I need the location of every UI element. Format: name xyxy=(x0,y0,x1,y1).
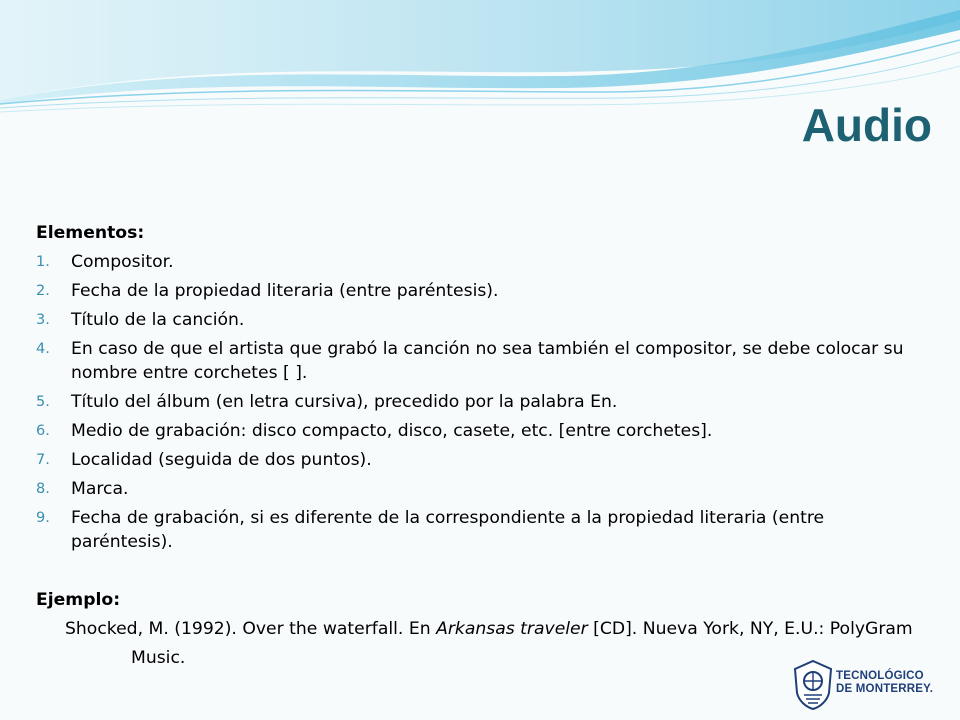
example-citation xyxy=(36,615,916,673)
logo-text xyxy=(836,670,933,696)
item-number: 7. xyxy=(36,452,50,468)
elements-list xyxy=(36,248,916,557)
tec-monterrey-logo xyxy=(790,655,950,713)
item-text: Medio de grabación: disco compacto, disco, casete, etc. [entre corchetes]. xyxy=(71,421,713,441)
item-number: 5. xyxy=(36,394,50,410)
logo-line-1: TECNOLÓGICO xyxy=(836,670,924,682)
item-text: Título de la canción. xyxy=(71,310,245,330)
item-number: 6. xyxy=(36,423,50,439)
elements-heading: Elementos: xyxy=(36,223,145,243)
list-item xyxy=(36,335,916,388)
citation-text: Shocked, M. (1992). Over the waterfall. En xyxy=(65,619,437,639)
list-item xyxy=(36,388,916,417)
item-number: 8. xyxy=(36,481,50,497)
citation-text-end: [CD]. Nueva York, NY, E.U.: PolyGram Music. xyxy=(131,619,913,668)
list-item xyxy=(36,277,916,306)
item-number: 2. xyxy=(36,283,50,299)
example-heading: Ejemplo: xyxy=(36,590,121,610)
list-item xyxy=(36,446,916,475)
shield-logo-icon xyxy=(792,659,834,711)
slide-title: Audio xyxy=(801,99,932,151)
list-item xyxy=(36,248,916,277)
item-number: 9. xyxy=(36,510,50,526)
list-item xyxy=(36,504,916,557)
item-number: 4. xyxy=(36,341,50,357)
item-number: 3. xyxy=(36,312,50,328)
list-item xyxy=(36,306,916,335)
slide-body xyxy=(36,219,916,673)
item-text: Marca. xyxy=(71,479,129,499)
list-item xyxy=(36,417,916,446)
list-item xyxy=(36,475,916,504)
item-number: 1. xyxy=(36,254,50,270)
item-text: Compositor. xyxy=(71,252,174,272)
citation-album-title: Arkansas traveler xyxy=(436,619,588,639)
item-text: En caso de que el artista que grabó la canción no sea también el compositor, se debe colocar su nombre entre corchetes [ ]. xyxy=(71,339,904,383)
item-text: Fecha de grabación, si es diferente de la correspondiente a la propiedad literaria (entre paréntesis). xyxy=(71,508,825,552)
spacer xyxy=(36,557,916,586)
item-text: Localidad (seguida de dos puntos). xyxy=(71,450,372,470)
item-text: Título del álbum (en letra cursiva), precedido por la palabra En. xyxy=(71,392,618,412)
item-text: Fecha de la propiedad literaria (entre paréntesis). xyxy=(71,281,499,301)
logo-line-2: DE MONTERREY. xyxy=(836,683,934,695)
